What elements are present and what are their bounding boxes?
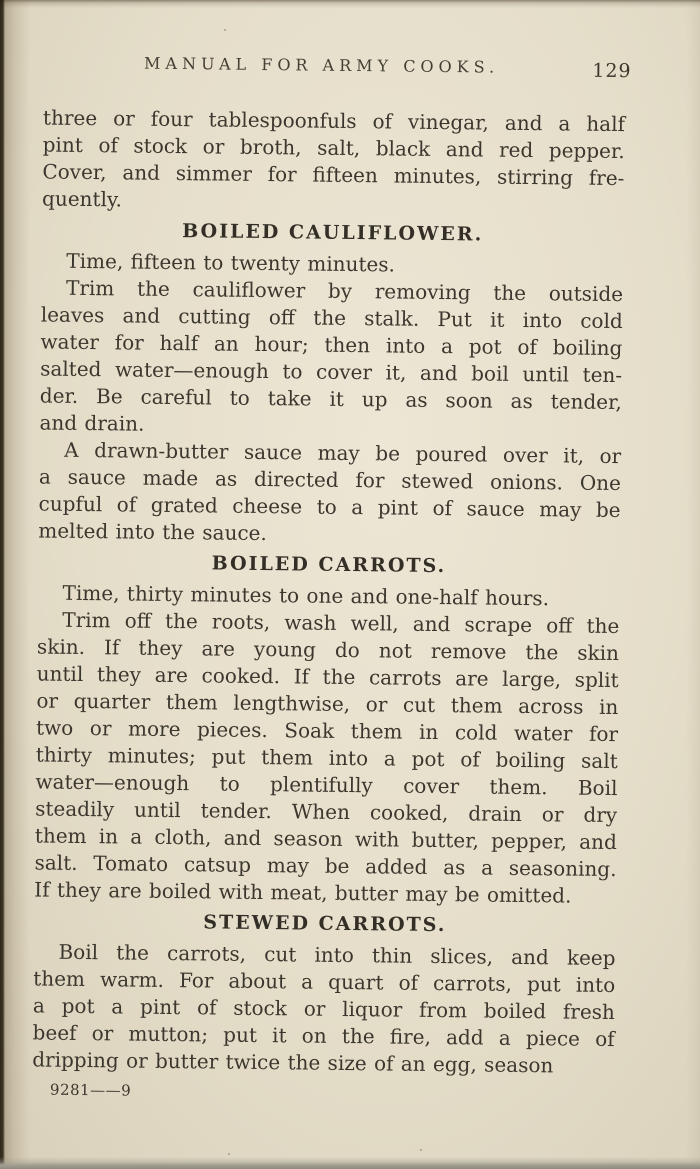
text-line: three or four tablespoonfuls of vinegar, and a half: [42, 105, 626, 137]
body-text: [32, 104, 625, 1080]
text-line: Boil the carrots, cut into thin slices, and keep: [58, 939, 616, 971]
text-line: der. Be careful to take it up as soon as tender,: [39, 383, 622, 415]
running-head: [43, 52, 632, 85]
text-line: salted water—enough to cover it, and boil until ten-: [40, 356, 623, 388]
section-heading: BOILED CARROTS.: [211, 552, 447, 578]
text-line: a pot a pint of stock or liquor from boiled fresh: [32, 993, 616, 1025]
text-line: steadily until tender. When cooked, drain or dry: [35, 796, 618, 828]
paragraph: [32, 938, 615, 1080]
text-line: Cover, and simmer for fifteen minutes, stirring fre-: [42, 159, 625, 191]
text-line: water for half an hour; then into a pot of boiling: [40, 329, 623, 361]
paragraph: [42, 104, 625, 219]
running-head-title: MANUAL FOR ARMY COOKS.: [143, 53, 500, 77]
text-line: leaves and cutting off the stalk. Put it into cold: [40, 302, 623, 334]
text-line: If they are boiled with meat, butter may be omitted.: [34, 877, 572, 908]
text-line: Trim the cauliflower by removing the outside: [65, 275, 624, 307]
text-line: thirty minutes; put them into a pot of boiling salt: [35, 742, 618, 774]
text-line: pint of stock or broth, salt, black and red pepper.: [42, 132, 625, 164]
text-line: Time, fifteen to twenty minutes.: [66, 248, 396, 277]
text-line: melted into the sauce.: [38, 518, 267, 546]
text-line: water—enough to plentifully cover them. Boil: [35, 769, 618, 801]
printer-signature: 9281——9: [49, 1080, 132, 1100]
text-line: two or more pieces. Soak them in cold water for: [35, 715, 619, 747]
text-line: or quarter them lengthwise, or cut them across in: [36, 688, 619, 720]
text-line: until they are cooked. If the carrots are large, split: [36, 661, 619, 693]
text-line: them warm. For about a quart of carrots, put into: [33, 966, 616, 998]
page-number: 129: [592, 59, 632, 83]
text-line: and drain.: [39, 410, 145, 436]
paragraph: [38, 436, 621, 551]
text-line: them in a cloth, and season with butter, pepper, and: [34, 823, 617, 855]
text-line: beef or mutton; put it on the fire, add a piece of: [32, 1020, 615, 1052]
section-heading: STEWED CARROTS.: [203, 911, 447, 937]
text-line: Time, thirty minutes to one and one-half hours.: [62, 580, 550, 611]
text-line: salt. Tomato catsup may be added as a seasoning.: [34, 850, 617, 882]
paragraph: [39, 274, 623, 443]
text-line: Trim off the roots, wash well, and scrape off the: [62, 607, 620, 639]
text-line: skin. If they are young do not remove the skin: [36, 634, 620, 666]
paragraph: [34, 606, 619, 910]
section-heading: BOILED CAULIFLOWER.: [182, 220, 484, 246]
text-line: cupful of grated cheese to a pint of sauce may be: [38, 491, 621, 523]
text-line: A drawn-butter sauce may be poured over it, or: [64, 437, 622, 469]
page-content: [32, 0, 632, 1105]
text-line: a sauce made as directed for stewed onions. One: [38, 464, 622, 496]
text-line: dripping or butter twice the size of an egg, season: [32, 1047, 554, 1078]
text-line: quently.: [41, 186, 123, 212]
